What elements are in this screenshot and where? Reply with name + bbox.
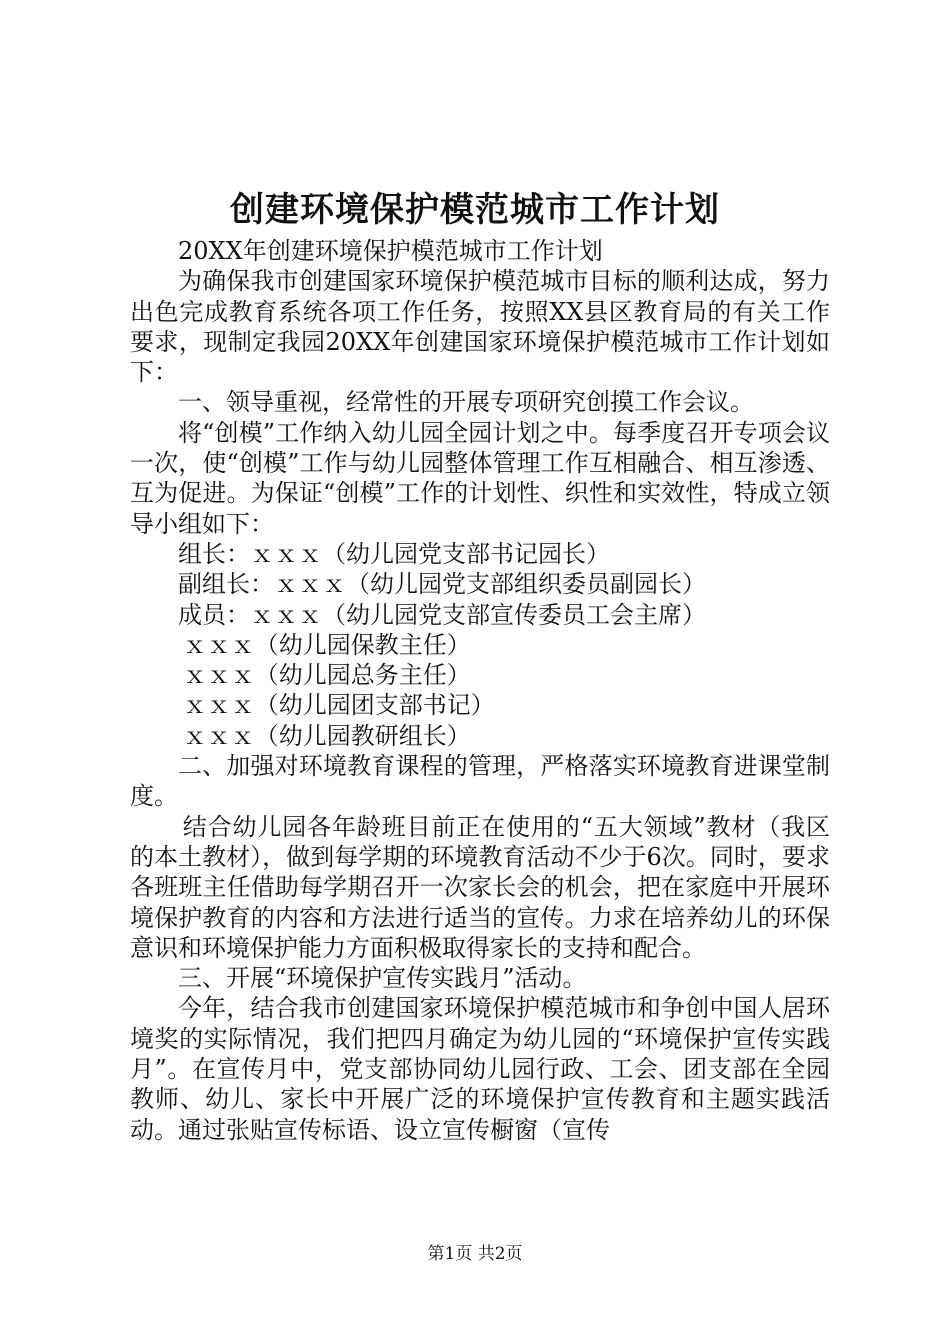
member-members: 成员：ｘｘｘ（幼儿园党支部宣传委员工会主席） xyxy=(178,600,706,629)
document-body xyxy=(130,236,830,1145)
document-title: 创建环境保护模范城市工作计划 xyxy=(230,190,720,230)
paragraph-section-1: 将“创模”工作纳入幼儿园全园计划之中。每季度召开专项会议一次，使“创模”工作与幼儿园整体管理工作互相融合、相互渗透、互为促进。为保证“创模”工作的计划性、织性和实效性，特成立领导小组如下： xyxy=(130,418,830,538)
paragraph-intro: 为确保我市创建国家环境保护模范城市目标的顺利达成，努力出色完成教育系统各项工作任务，按照XX县区教育局的有关工作要求，现制定我园20XX年创建国家环境保护模范城市工作计划如下： xyxy=(130,267,830,387)
paragraph-subtitle: 20XX年创建环境保护模范城市工作计划 xyxy=(178,237,603,265)
member-item: ｘｘｘ（幼儿园总务主任） xyxy=(182,661,471,690)
member-deputy-leader: 副组长：ｘｘｘ（幼儿园党支部组织委员副园长） xyxy=(178,570,706,599)
member-item: ｘｘｘ（幼儿园教研组长） xyxy=(182,721,471,750)
member-item: ｘｘｘ（幼儿园团支部书记） xyxy=(182,691,495,720)
section-heading-1: 一、领导重视，经常性的开展专项研究创摸工作会议。 xyxy=(178,388,754,417)
section-heading-2: 二、加强对环境教育课程的管理，严格落实环境教育进课堂制度。 xyxy=(130,752,830,811)
section-heading-3: 三、开展“环境保护宣传实践月”活动。 xyxy=(178,964,587,993)
paragraph-section-3: 今年，结合我市创建国家环境保护模范城市和争创中国人居环境奖的实际情况，我们把四月确定为幼儿园的“环境保护宣传实践月”。在宣传月中，党支部协同幼儿园行政、工会、团支部在全园教师、幼儿、家长中开展广泛的环境保护宣传教育和主题实践活动。通过张贴宣传标语、设立宣传橱窗（宣传 xyxy=(130,994,830,1144)
member-item: ｘｘｘ（幼儿园保教主任） xyxy=(182,630,471,659)
member-leader: 组长：ｘｘｘ（幼儿园党支部书记园长） xyxy=(178,539,610,568)
paragraph-section-2: 结合幼儿园各年龄班目前正在使用的“五大领域”教材（我区的本土教材），做到每学期的环境教育活动不少于6次。同时，要求各班班主任借助每学期召开一次家长会的机会，把在家庭中开展环境保护教育的内容和方法进行适当的宣传。力求在培养幼儿的环保意识和环境保护能力方面积极取得家长的支持和配合。 xyxy=(130,812,830,962)
page-footer: 第1页 共2页 xyxy=(427,1244,523,1264)
